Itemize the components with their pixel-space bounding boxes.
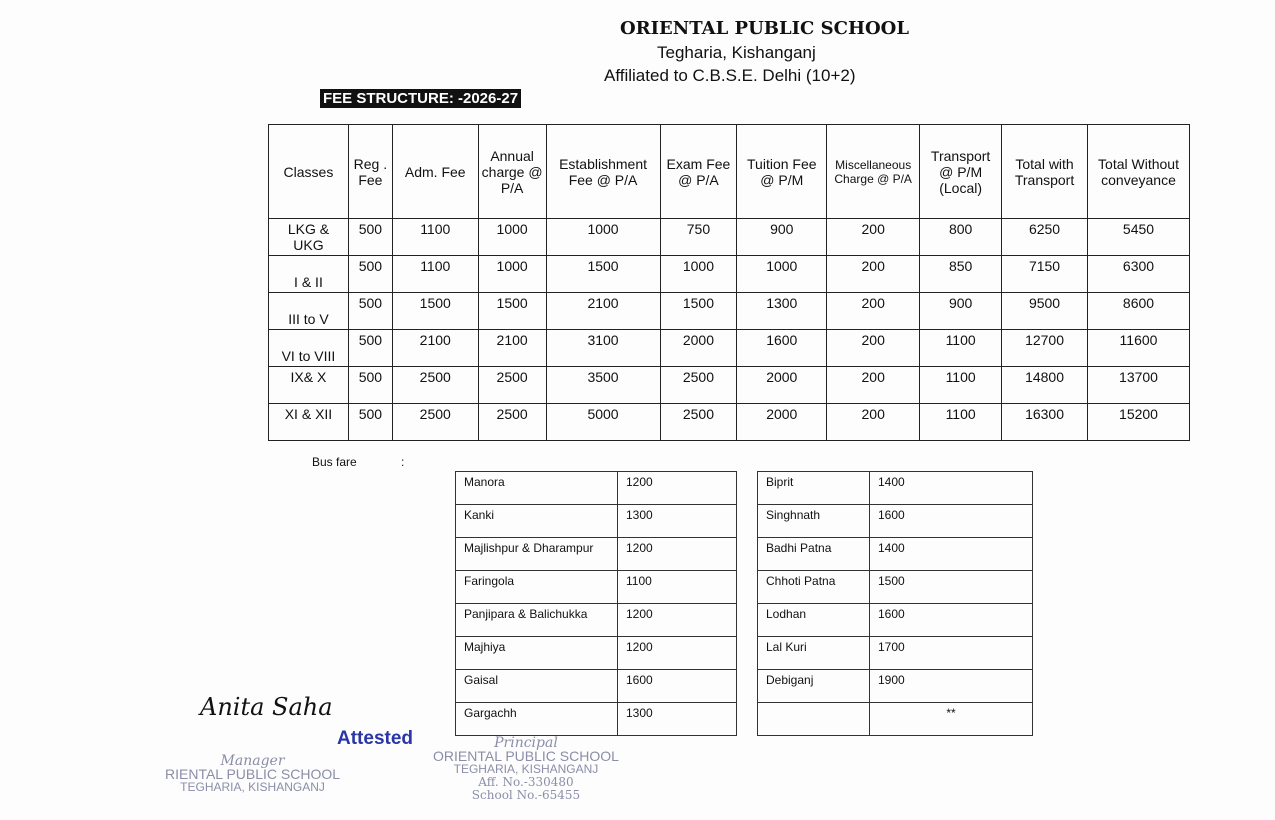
class-name-cell: VI to VIII [269, 330, 349, 367]
bus-fare-row [456, 472, 737, 505]
fee-cell: 6300 [1088, 256, 1190, 293]
bus-fare-row [758, 538, 1033, 571]
class-name-cell: LKG & UKG [269, 219, 349, 256]
bus-fare-row [758, 604, 1033, 637]
fee-cell: 3100 [546, 330, 660, 367]
fee-cell: 2100 [392, 330, 478, 367]
route-fare: 1900 [870, 670, 1033, 703]
fee-cell: 8600 [1088, 293, 1190, 330]
bus-fare-row [758, 472, 1033, 505]
manager-stamp [165, 755, 340, 794]
fee-cell: 6250 [1002, 219, 1088, 256]
fee-cell: 1100 [920, 404, 1002, 441]
fee-cell: 500 [348, 404, 392, 441]
fee-cell: 850 [920, 256, 1002, 293]
column-header: Adm. Fee [392, 125, 478, 219]
bus-fare-row [456, 604, 737, 637]
route-name: Biprit [758, 472, 870, 505]
fee-table [268, 124, 1190, 441]
fee-cell: 2000 [660, 330, 737, 367]
fee-cell: 1500 [478, 293, 546, 330]
fee-cell: 7150 [1002, 256, 1088, 293]
route-fare: 1500 [870, 571, 1033, 604]
fee-cell: 200 [827, 293, 920, 330]
school-name: ORIENTAL PUBLIC SCHOOL [620, 18, 909, 39]
fee-cell: 1100 [392, 219, 478, 256]
school-affiliation: Affiliated to C.B.S.E. Delhi (10+2) [604, 66, 856, 85]
bus-fare-row [758, 637, 1033, 670]
column-header: Miscellaneous Charge @ P/A [827, 125, 920, 219]
fee-structure-title: FEE STRUCTURE: -2026-27 [320, 89, 521, 108]
route-fare: 1600 [870, 604, 1033, 637]
bus-fare-table-right [757, 471, 1033, 736]
fee-cell: 2000 [737, 367, 827, 404]
fee-cell: 1000 [737, 256, 827, 293]
column-header: Total with Transport [1002, 125, 1088, 219]
fee-cell: 1000 [478, 256, 546, 293]
bus-fare-row [758, 670, 1033, 703]
fee-cell: 2500 [392, 404, 478, 441]
class-name-cell: III to V [269, 293, 349, 330]
bus-fare-colon: : [401, 455, 405, 469]
fee-cell: 200 [827, 367, 920, 404]
route-name: Manora [456, 472, 618, 505]
principal-stamp-aff-no: Aff. No.-330480 [478, 775, 574, 789]
fee-cell: 750 [660, 219, 737, 256]
route-fare: 1100 [618, 571, 737, 604]
fee-cell: 1500 [392, 293, 478, 330]
route-name: Faringola [456, 571, 618, 604]
fee-cell: 1000 [660, 256, 737, 293]
school-location: Tegharia, Kishanganj [657, 43, 816, 62]
table-row [269, 256, 1190, 293]
route-name: Singhnath [758, 505, 870, 538]
manager-stamp-location: TEGHARIA, KISHANGANJ [180, 780, 325, 794]
fee-cell: 16300 [1002, 404, 1088, 441]
fee-cell: 2500 [660, 367, 737, 404]
bus-fare-row [456, 571, 737, 604]
route-fare: 1200 [618, 538, 737, 571]
fee-cell: 500 [348, 219, 392, 256]
column-header: Classes [269, 125, 349, 219]
column-header: Tuition Fee @ P/M [737, 125, 827, 219]
route-fare: 1200 [618, 604, 737, 637]
class-name-cell: XI & XII [269, 404, 349, 441]
manager-signature: Anita Saha [200, 693, 333, 721]
column-header: Total Without conveyance [1088, 125, 1190, 219]
fee-cell: 500 [348, 367, 392, 404]
fee-cell: 2100 [546, 293, 660, 330]
route-name: Majhiya [456, 637, 618, 670]
fee-cell: 2100 [478, 330, 546, 367]
bus-fare-label: Bus fare [312, 455, 357, 469]
manager-stamp-school: RIENTAL PUBLIC SCHOOL [165, 766, 341, 782]
fee-cell: 900 [920, 293, 1002, 330]
fee-cell: 1500 [660, 293, 737, 330]
bus-fare-table-left [455, 471, 737, 736]
fee-cell: 1000 [478, 219, 546, 256]
route-fare: 1700 [870, 637, 1033, 670]
principal-stamp-school-no: School No.-65455 [471, 788, 581, 802]
table-row [269, 367, 1190, 404]
table-row [269, 293, 1190, 330]
table-row [269, 404, 1190, 441]
manager-title: Manager [220, 753, 285, 769]
fee-cell: 1500 [546, 256, 660, 293]
fee-cell: 1100 [920, 367, 1002, 404]
fee-cell: 2500 [478, 367, 546, 404]
bus-fare-row [456, 505, 737, 538]
bus-fare-row [456, 703, 737, 736]
route-name: Debiganj [758, 670, 870, 703]
class-name-cell: IX& X [269, 367, 349, 404]
route-name: Badhi Patna [758, 538, 870, 571]
fee-cell: 2500 [392, 367, 478, 404]
principal-title: Principal [494, 735, 558, 751]
route-name: Majlishpur & Dharampur [456, 538, 618, 571]
principal-stamp-location: TEGHARIA, KISHANGANJ [453, 762, 599, 776]
fee-cell: 5450 [1088, 219, 1190, 256]
route-name: Panjipara & Balichukka [456, 604, 618, 637]
route-name: Gaisal [456, 670, 618, 703]
attested-stamp: Attested [337, 728, 414, 749]
fee-cell: 800 [920, 219, 1002, 256]
bus-fare-row [456, 538, 737, 571]
route-name: Lal Kuri [758, 637, 870, 670]
fee-cell: 3500 [546, 367, 660, 404]
principal-stamp [433, 737, 619, 802]
fee-cell: 200 [827, 330, 920, 367]
fee-cell: 500 [348, 256, 392, 293]
fee-table-header [269, 125, 1190, 219]
route-name: Chhoti Patna [758, 571, 870, 604]
fee-cell: 200 [827, 219, 920, 256]
class-name-cell: I & II [269, 256, 349, 293]
route-fare: 1600 [870, 505, 1033, 538]
column-header: Annual charge @ P/A [478, 125, 546, 219]
route-fare: 1400 [870, 538, 1033, 571]
fee-cell: 900 [737, 219, 827, 256]
fee-cell: 2500 [660, 404, 737, 441]
route-fare: 1400 [870, 472, 1033, 505]
bus-fare-row [456, 670, 737, 703]
fee-cell: 200 [827, 256, 920, 293]
fee-cell: 1100 [920, 330, 1002, 367]
bus-fare-row [456, 637, 737, 670]
route-name [758, 703, 870, 736]
route-fare: 1600 [618, 670, 737, 703]
fee-cell: 2000 [737, 404, 827, 441]
route-name: Gargachh [456, 703, 618, 736]
table-row [269, 219, 1190, 256]
fee-cell: 500 [348, 330, 392, 367]
fee-cell: 1600 [737, 330, 827, 367]
fee-cell: 1300 [737, 293, 827, 330]
fee-cell: 11600 [1088, 330, 1190, 367]
column-header: Establishment Fee @ P/A [546, 125, 660, 219]
fee-cell: 5000 [546, 404, 660, 441]
column-header: Reg . Fee [348, 125, 392, 219]
fee-cell: 200 [827, 404, 920, 441]
route-name: Kanki [456, 505, 618, 538]
fee-cell: 1000 [546, 219, 660, 256]
fee-cell: 500 [348, 293, 392, 330]
route-fare: ** [870, 703, 1033, 736]
fee-cell: 15200 [1088, 404, 1190, 441]
route-fare: 1200 [618, 472, 737, 505]
route-fare: 1300 [618, 505, 737, 538]
table-row [269, 330, 1190, 367]
bus-fare-row [758, 505, 1033, 538]
principal-stamp-school: ORIENTAL PUBLIC SCHOOL [433, 748, 619, 764]
column-header: Transport @ P/M (Local) [920, 125, 1002, 219]
bus-fare-row [758, 571, 1033, 604]
fee-cell: 14800 [1002, 367, 1088, 404]
fee-cell: 9500 [1002, 293, 1088, 330]
fee-cell: 12700 [1002, 330, 1088, 367]
route-fare: 1300 [618, 703, 737, 736]
bus-fare-row [758, 703, 1033, 736]
route-name: Lodhan [758, 604, 870, 637]
column-header: Exam Fee @ P/A [660, 125, 737, 219]
route-fare: 1200 [618, 637, 737, 670]
fee-cell: 1100 [392, 256, 478, 293]
fee-cell: 13700 [1088, 367, 1190, 404]
fee-cell: 2500 [478, 404, 546, 441]
